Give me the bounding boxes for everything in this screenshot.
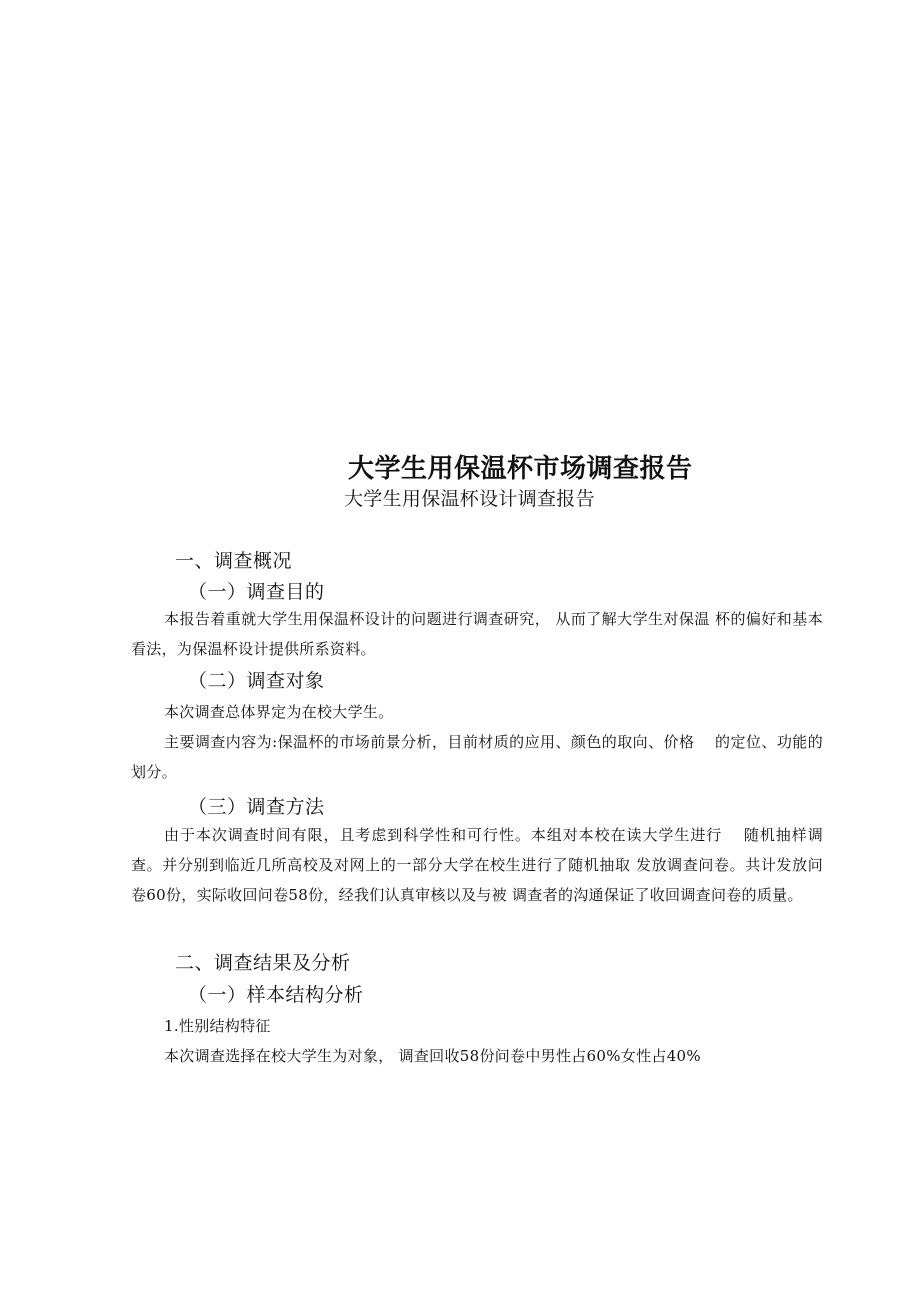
subsection-heading-purpose: （一）调查目的 xyxy=(188,581,325,603)
item-heading-gender-structure: 1.性别结构特征 xyxy=(164,1017,271,1035)
paragraph-target-content: 主要调查内容为:保温杯的市场前景分析，目前材质的应用、颜色的取向、价格 的定位、功能的划分。 xyxy=(131,733,823,781)
document-subtitle: 大学生用保温杯设计调查报告 xyxy=(344,488,595,510)
paragraph-purpose: 本报告着重就大学生用保温杯设计的问题进行调查研究， 从而了解大学生对保温 杯的偏好和基本看法，为保温杯设计提供所系资料。 xyxy=(131,610,823,658)
document-title: 大学生用保温杯市场调查报告 xyxy=(348,454,693,484)
subsection-heading-method: （三）调查方法 xyxy=(188,796,325,818)
paragraph-method: 由于本次调查时间有限，且考虑到科学性和可行性。本组对本校在读大学生进行 随机抽样调查。并分别到临近几所高校及对网上的一部分大学在校生进行了随机抽取 发放调查问卷。共计发放问卷60份，实际收回问卷58份，经我们认真审核以及与被 调查者的沟通保证了收回调查问卷的质量。 xyxy=(131,826,823,904)
section-heading-results: 二、调查结果及分析 xyxy=(175,952,351,974)
paragraph-target-scope: 本次调查总体界定为在校大学生。 xyxy=(164,703,394,721)
subsection-heading-sample-structure: （一）样本结构分析 xyxy=(188,984,364,1006)
subsection-heading-target: （二）调查对象 xyxy=(188,670,325,692)
paragraph-gender-structure: 本次调查选择在校大学生为对象， 调查回收58份问卷中男性占60%女性占40% xyxy=(164,1047,701,1065)
section-heading-overview: 一、调查概况 xyxy=(175,550,293,572)
